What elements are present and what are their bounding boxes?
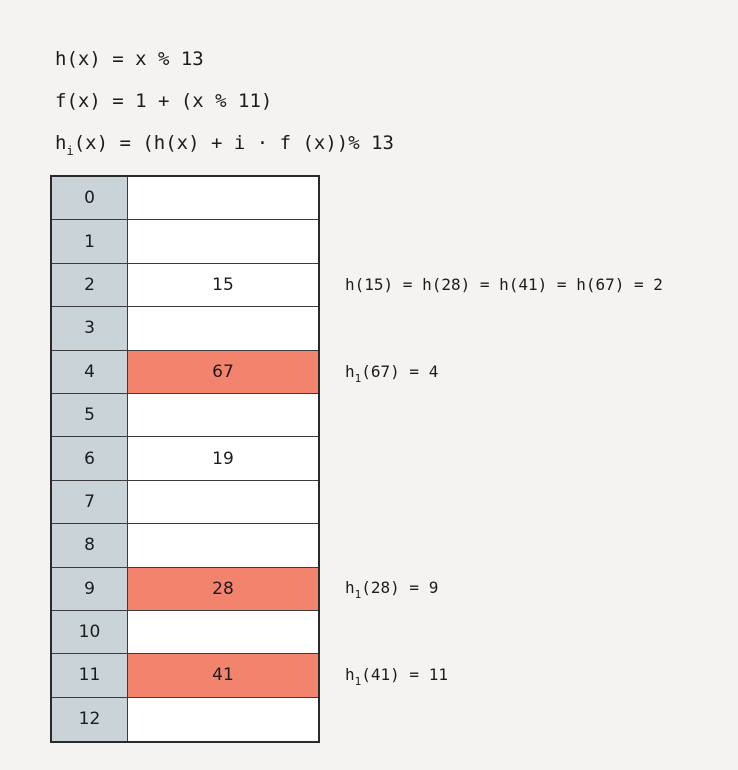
probe-prefix: h (345, 362, 355, 381)
table-row (52, 307, 318, 350)
value-cell (128, 177, 318, 219)
probe-annotation-28 (345, 578, 439, 601)
table-row (52, 524, 318, 567)
table-row (52, 654, 318, 697)
table-row (52, 264, 318, 307)
table-row (52, 220, 318, 263)
probe-rest: (28) = 9 (361, 578, 439, 597)
probe-annotation-67 (345, 362, 439, 385)
value-cell: 19 (128, 437, 318, 479)
index-cell: 11 (52, 654, 128, 696)
collision-annotation: h(15) = h(28) = h(41) = h(67) = 2 (345, 275, 663, 294)
table-row (52, 437, 318, 480)
index-cell: 4 (52, 351, 128, 393)
table-row (52, 394, 318, 437)
index-cell: 10 (52, 611, 128, 653)
index-cell: 9 (52, 568, 128, 610)
hash-formula-f: f(x) = 1 + (x % 11) (55, 90, 273, 112)
value-cell: 15 (128, 264, 318, 306)
hash-formula-h: h(x) = x % 13 (55, 48, 204, 70)
index-cell: 8 (52, 524, 128, 566)
value-cell-collision: 67 (128, 351, 318, 393)
table-row (52, 351, 318, 394)
index-cell: 5 (52, 394, 128, 436)
probe-prefix: h (345, 665, 355, 684)
index-cell: 6 (52, 437, 128, 479)
index-cell: 3 (52, 307, 128, 349)
value-cell (128, 524, 318, 566)
index-cell: 12 (52, 698, 128, 741)
value-cell (128, 698, 318, 741)
table-row (52, 481, 318, 524)
value-cell (128, 307, 318, 349)
hi-prefix: h (55, 132, 67, 154)
table-row (52, 568, 318, 611)
probe-prefix: h (345, 578, 355, 597)
index-cell: 2 (52, 264, 128, 306)
value-cell-collision: 28 (128, 568, 318, 610)
index-cell: 1 (52, 220, 128, 262)
value-cell (128, 611, 318, 653)
value-cell (128, 481, 318, 523)
hash-formula-hi (55, 122, 394, 164)
probe-subscript: 1 (354, 675, 362, 688)
probe-subscript: 1 (354, 372, 362, 385)
formulas (55, 38, 394, 164)
index-cell: 0 (52, 177, 128, 219)
probe-annotation-41 (345, 665, 448, 688)
table-row (52, 611, 318, 654)
table-row (52, 698, 318, 741)
value-cell (128, 394, 318, 436)
table-row (52, 177, 318, 220)
probe-subscript: 1 (354, 588, 362, 601)
value-cell (128, 220, 318, 262)
probe-rest: (67) = 4 (361, 362, 439, 381)
hi-subscript: i (66, 144, 74, 158)
hash-table (50, 175, 320, 743)
hi-rest: (x) = (h(x) + i · f (x))% 13 (73, 132, 394, 154)
index-cell: 7 (52, 481, 128, 523)
value-cell-collision: 41 (128, 654, 318, 696)
probe-rest: (41) = 11 (361, 665, 448, 684)
